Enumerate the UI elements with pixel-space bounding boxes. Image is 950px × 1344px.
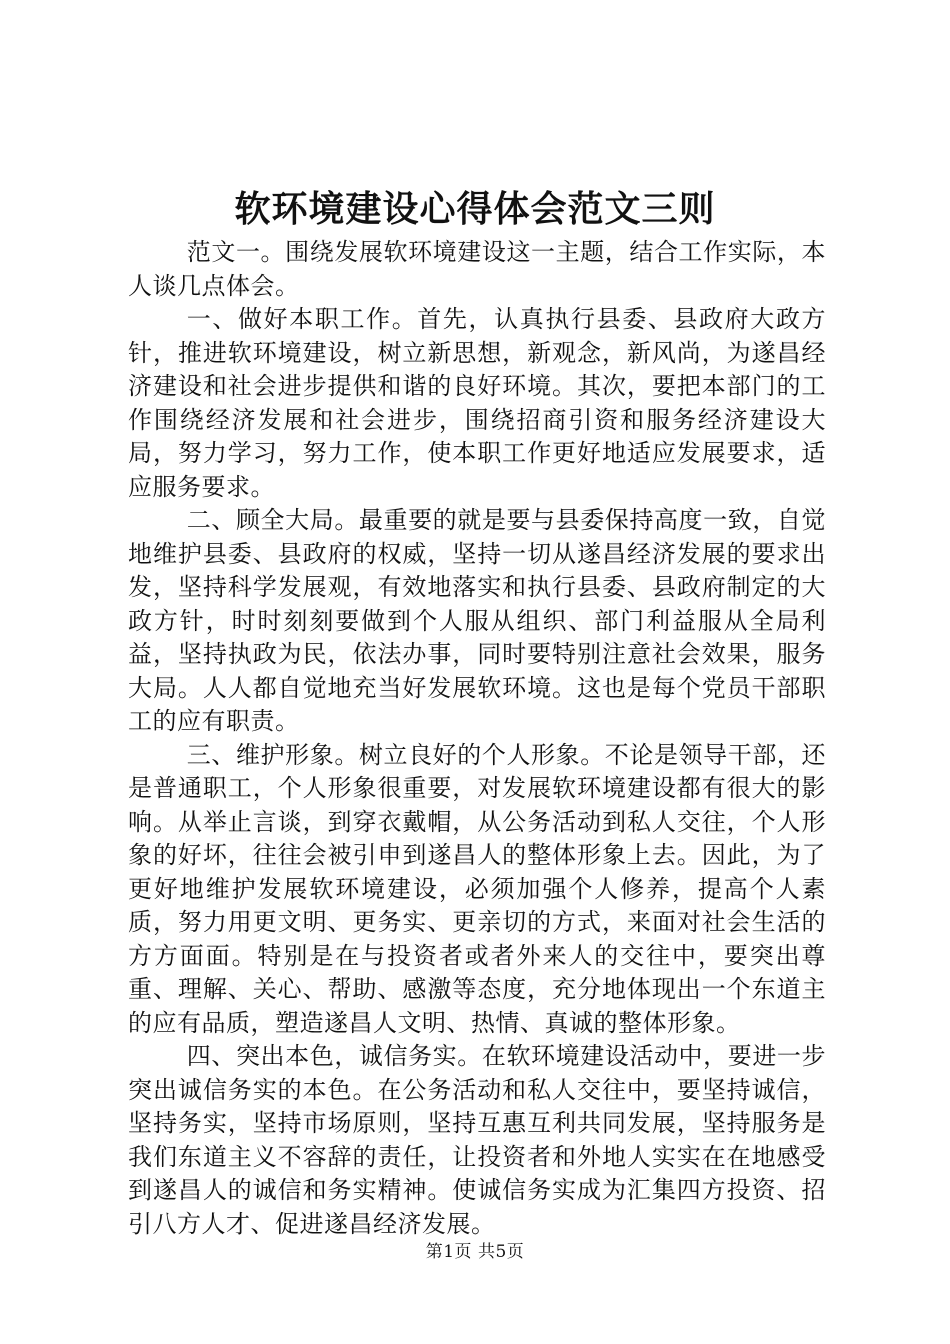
paragraph-section-3: 三、维护形象。树立良好的个人形象。不论是领导干部，还是普通职工，个人形象很重要，对发展软环境建设都有很大的影响。从举止言谈，到穿衣戴帽，从公务活动到私人交往，个人形象的好坏，往往会被引申到遂昌人的整体形象上去。因此，为了更好地维护发展软环境建设，必须加强个人修养，提高个人素质，努力用更文明、更务实、更亲切的方式，来面对社会生活的方方面面。特别是在与投资者或者外来人的交往中，要突出尊重、理解、关心、帮助、感激等态度，充分地体现出一个东道主的应有品质，塑造遂昌人文明、热情、真诚的整体形象。	[128, 740, 826, 1037]
paragraph-section-2: 二、顾全大局。最重要的就是要与县委保持高度一致，自觉地维护县委、县政府的权威，坚持一切从遂昌经济发展的要求出发，坚持科学发展观，有效地落实和执行县委、县政府制定的大政方针，时时刻刻要做到个人服从组织、部门利益服从全局利益，坚持执政为民，依法办事，同时要特别注意社会效果，服务大局。人人都自觉地充当好发展软环境。这也是每个党员干部职工的应有职责。	[128, 506, 826, 735]
document-title: 软环境建设心得体会范文三则	[234, 188, 716, 230]
page-footer: 第1页 共5页	[425, 1242, 525, 1262]
paragraph-section-1: 一、做好本职工作。首先，认真执行县委、县政府大政方针，推进软环境建设，树立新思想，新观念，新风尚，为遂昌经济建设和社会进步提供和谐的良好环境。其次，要把本部门的工作围绕经济发展和社会进步，围绕招商引资和服务经济建设大局，努力学习，努力工作，使本职工作更好地适应发展要求，适应服务要求。	[128, 305, 826, 501]
paragraph-section-4: 四、突出本色，诚信务实。在软环境建设活动中，要进一步突出诚信务实的本色。在公务活动和私人交往中，要坚持诚信，坚持务实，坚持市场原则，坚持互惠互利共同发展，坚持服务是我们东道主义不容辞的责任，让投资者和外地人实实在在地感受到遂昌人的诚信和务实精神。使诚信务实成为汇集四方投资、招引八方人才、促进遂昌经济发展。	[128, 1042, 826, 1238]
paragraph-intro: 范文一。围绕发展软环境建设这一主题，结合工作实际，本人谈几点体会。	[128, 238, 826, 300]
document-body	[128, 236, 826, 1241]
